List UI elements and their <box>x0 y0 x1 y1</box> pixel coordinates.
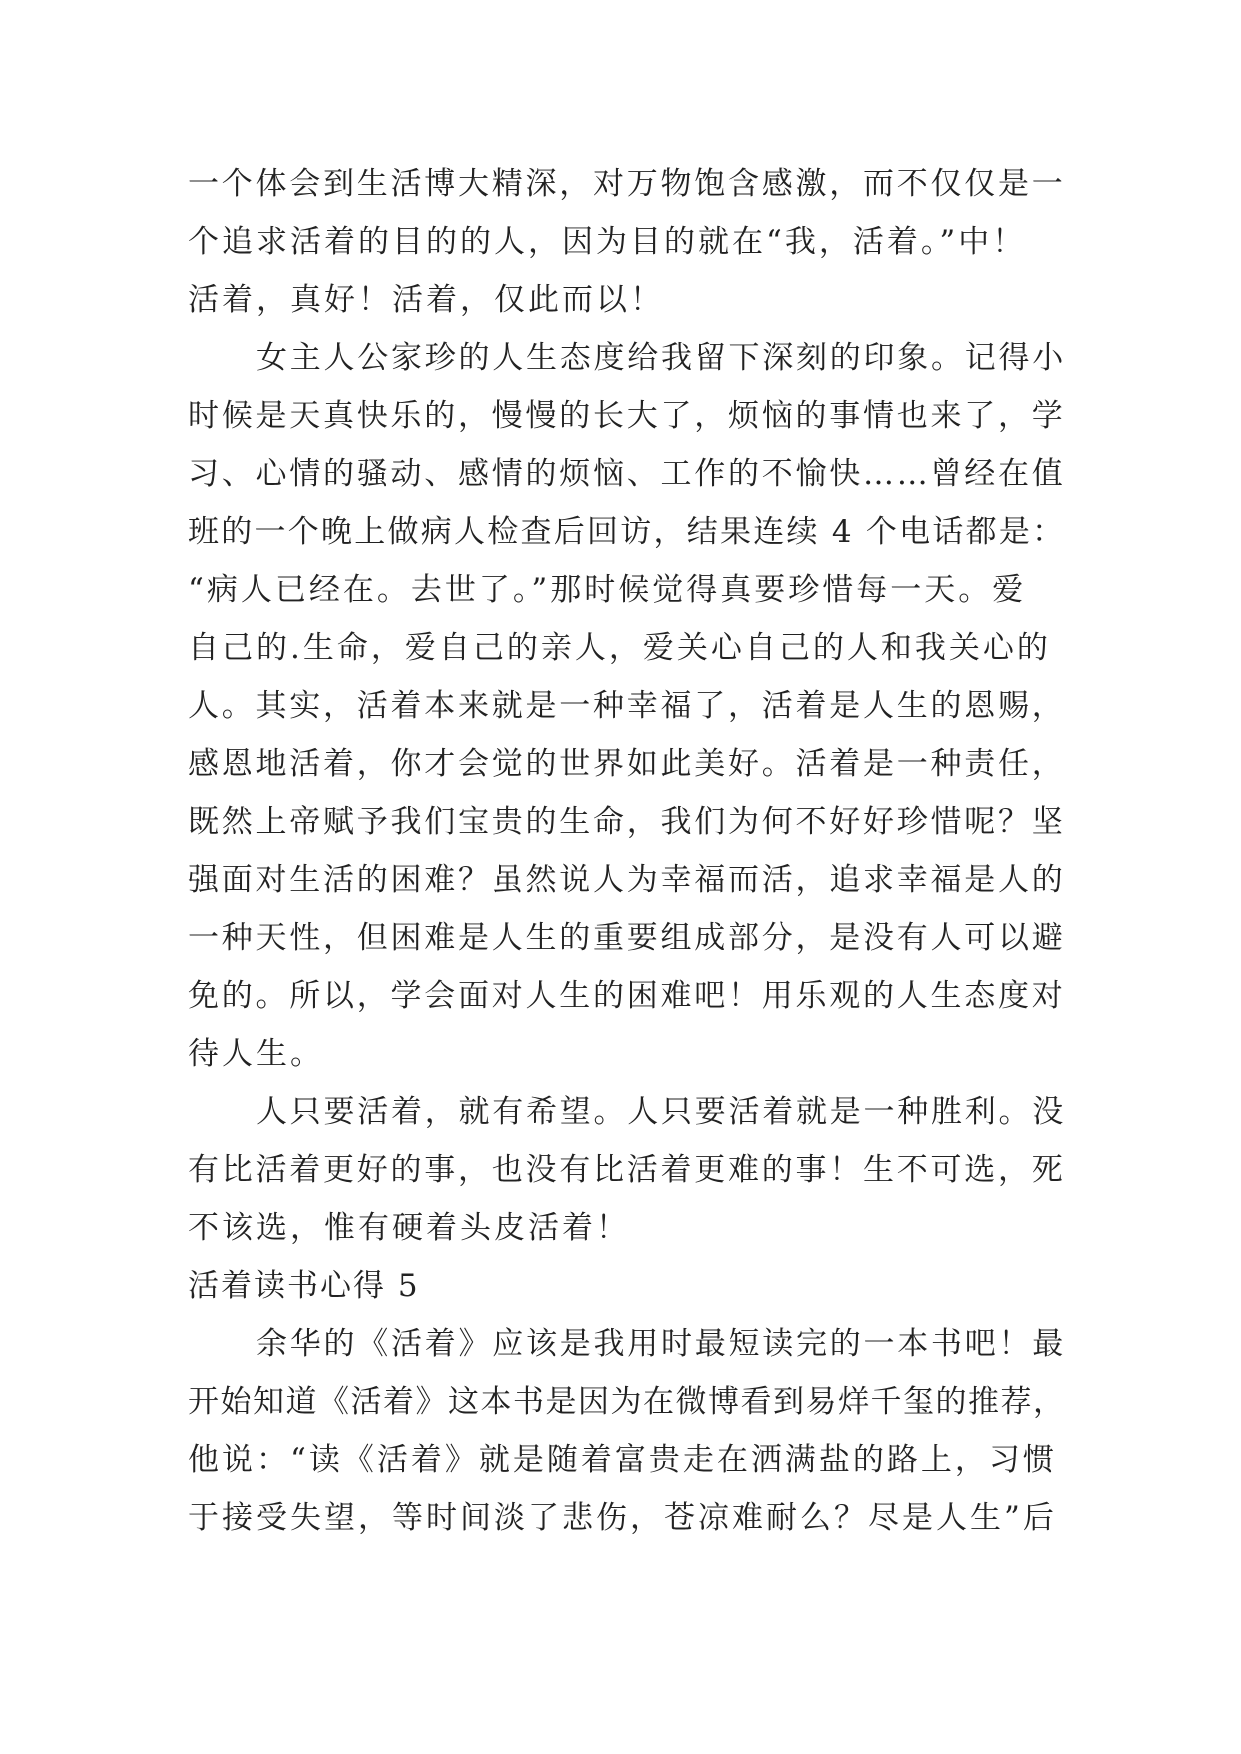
text-line: 个追求活着的目的的人，因为目的就在“我，活着。”中！ <box>188 224 1027 260</box>
text-line: 待人生。 <box>188 1036 324 1072</box>
text-line: 余华的《活着》应该是我用时最短读完的一本书吧！最 <box>256 1326 1066 1362</box>
text-line: 习、心情的骚动、感情的烦恼、工作的不愉快……曾经在值 <box>188 456 1066 492</box>
text-line: 人。其实，活着本来就是一种幸福了，活着是人生的恩赐， <box>188 688 1066 724</box>
text-line: 免的。所以，学会面对人生的困难吧！用乐观的人生态度对 <box>188 978 1066 1014</box>
text-line: 班的一个晚上做病人检查后回访，结果连续 4 个电话都是： <box>188 514 1066 550</box>
text-line: 他说：“读《活着》就是随着富贵走在洒满盐的路上，习惯 <box>188 1442 1057 1478</box>
text-line: 开始知道《活着》这本书是因为在微博看到易烊千玺的推荐， <box>188 1384 1066 1420</box>
text-line: “病人已经在。去世了。”那时候觉得真要珍惜每一天。爱 <box>188 572 1027 608</box>
text-line: 强面对生活的困难？虽然说人为幸福而活，追求幸福是人的 <box>188 862 1066 898</box>
paragraph-3 <box>188 1083 1068 1257</box>
text-line: 不该选，惟有硬着头皮活着！ <box>188 1210 630 1246</box>
section-heading: 活着读书心得 5 <box>188 1268 420 1304</box>
text-line: 时候是天真快乐的，慢慢的长大了，烦恼的事情也来了，学 <box>188 398 1066 434</box>
text-line: 一个体会到生活博大精深，对万物饱含感激，而不仅仅是一 <box>188 166 1066 202</box>
text-line: 于接受失望，等时间淡了悲伤，苍凉难耐么？尽是人生”后 <box>188 1500 1057 1536</box>
paragraph-2 <box>188 329 1068 1083</box>
text-line: 有比活着更好的事，也没有比活着更难的事！生不可选，死 <box>188 1152 1066 1188</box>
document-page <box>188 155 1068 1547</box>
paragraph-4 <box>188 1315 1068 1547</box>
text-line: 活着，真好！活着，仅此而以！ <box>188 282 664 318</box>
paragraph-1 <box>188 155 1068 329</box>
text-line: 一种天性，但困难是人生的重要组成部分，是没有人可以避 <box>188 920 1066 956</box>
text-line: 既然上帝赋予我们宝贵的生命，我们为何不好好珍惜呢？坚 <box>188 804 1066 840</box>
text-line: 感恩地活着，你才会觉的世界如此美好。活着是一种责任， <box>188 746 1066 782</box>
text-line: 女主人公家珍的人生态度给我留下深刻的印象。记得小 <box>256 340 1066 376</box>
text-line: 人只要活着，就有希望。人只要活着就是一种胜利。没 <box>256 1094 1066 1130</box>
text-line: 自己的.生命，爱自己的亲人，爱关心自己的人和我关心的 <box>188 630 1051 666</box>
